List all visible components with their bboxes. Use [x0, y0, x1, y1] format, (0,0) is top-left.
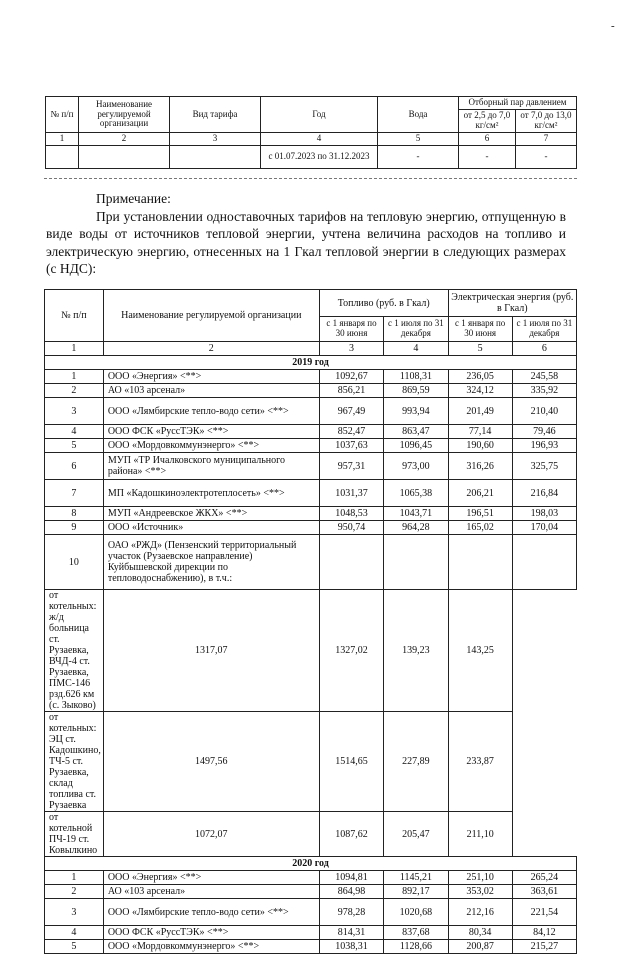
- org-name: ООО «Источник»: [103, 521, 319, 535]
- col-header-period: с 1 июля по 31 декабря: [384, 317, 448, 342]
- year-row: [45, 356, 577, 370]
- index-cell: 2: [79, 133, 170, 146]
- org-name: от котельной ПЧ-19 ст. Ковылкино: [45, 812, 104, 857]
- value-cell: 869,59: [384, 384, 448, 398]
- table-row: [45, 398, 577, 425]
- row-number: 3: [45, 398, 104, 425]
- value-cell: 335,92: [512, 384, 576, 398]
- col-header-tariff: Вид тарифа: [170, 97, 261, 133]
- value-cell: 1072,07: [103, 812, 319, 857]
- col-header-num: № п/п: [46, 97, 79, 133]
- col-header-period: с 1 июля по 31 декабря: [512, 317, 576, 342]
- org-name: ООО «Мордовкоммунэнерго» <**>: [103, 940, 319, 954]
- row-number: 10: [45, 535, 104, 590]
- org-name: от котельных: ж/д больница ст. Рузаевка, ВЧД-4 ст. Рузаевка, ПМС-146 рзд.626 км (с. Зыково): [45, 590, 104, 712]
- value-cell: 190,60: [448, 439, 512, 453]
- row-number: 1: [45, 370, 104, 384]
- value-cell: 198,03: [512, 507, 576, 521]
- org-name: ООО «Энергия» <**>: [103, 871, 319, 885]
- index-cell: 6: [512, 342, 576, 356]
- row-number: 2: [45, 885, 104, 899]
- row-number: 8: [45, 507, 104, 521]
- value-cell: 233,87: [448, 712, 512, 812]
- table-row: [45, 899, 577, 926]
- col-header-period: с 1 января по 30 июня: [319, 317, 383, 342]
- table-row: [45, 384, 577, 398]
- page-mark: -: [611, 20, 615, 32]
- org-name: от котельных: ЭЦ ст. Кадошкино, ТЧ-5 ст. Рузаевка, склад топлива ст. Рузаевка: [45, 712, 104, 812]
- row-number: 2: [45, 384, 104, 398]
- value-cell: 1038,31: [319, 940, 383, 954]
- value-cell: 205,47: [384, 812, 448, 857]
- table1-data-row: [46, 146, 577, 169]
- col-header-year: Год: [261, 97, 378, 133]
- row-number: 4: [45, 425, 104, 439]
- value-cell: 1043,71: [384, 507, 448, 521]
- org-name: ООО «Энергия» <**>: [103, 370, 319, 384]
- table1-index-row: [46, 133, 577, 146]
- value-cell: 201,49: [448, 398, 512, 425]
- row-number: 1: [45, 871, 104, 885]
- value-cell: 80,34: [448, 926, 512, 940]
- year-row: [45, 857, 577, 871]
- value-cell: 196,93: [512, 439, 576, 453]
- table2-index-row: [45, 342, 577, 356]
- row-number: 6: [45, 453, 104, 480]
- value-cell: 1020,68: [384, 899, 448, 926]
- value-cell: 139,23: [384, 590, 448, 712]
- cost-table: [44, 289, 577, 954]
- index-cell: 1: [45, 342, 104, 356]
- index-cell: 5: [448, 342, 512, 356]
- value-cell: 1514,65: [319, 712, 383, 812]
- value-cell: 1128,66: [384, 940, 448, 954]
- value-cell: 1145,21: [384, 871, 448, 885]
- value-cell: 856,21: [319, 384, 383, 398]
- index-cell: 4: [261, 133, 378, 146]
- col-header-steam: Отборный пар давлением: [459, 97, 577, 110]
- table-cell: [79, 146, 170, 169]
- value-cell: 143,25: [448, 590, 512, 712]
- value-cell: 1497,56: [103, 712, 319, 812]
- value-cell: 265,24: [512, 871, 576, 885]
- value-cell: 211,10: [448, 812, 512, 857]
- year-heading: 2020 год: [45, 857, 577, 871]
- value-cell: 245,58: [512, 370, 576, 384]
- value-cell: 964,28: [384, 521, 448, 535]
- value-cell: 1087,62: [319, 812, 383, 857]
- value-cell: 316,26: [448, 453, 512, 480]
- value-cell: 324,12: [448, 384, 512, 398]
- table-row: [45, 926, 577, 940]
- value-cell: 967,49: [319, 398, 383, 425]
- note-title: Примечание:: [96, 191, 171, 206]
- col-header-elec: Электрическая энергия (руб. в Гкал): [448, 290, 576, 317]
- col-header-num: № п/п: [45, 290, 104, 342]
- col-header-water: Вода: [378, 97, 459, 133]
- value-cell: 196,51: [448, 507, 512, 521]
- table-cell: -: [378, 146, 459, 169]
- index-cell: 2: [103, 342, 319, 356]
- org-name: ОАО «РЖД» (Пензенский территориальный участок (Рузаевское направление) Куйбышевской дирекции по тепловодоснабжению), в т.ч.:: [103, 535, 319, 590]
- value-cell: 1108,31: [384, 370, 448, 384]
- value-cell: 837,68: [384, 926, 448, 940]
- index-cell: 7: [515, 133, 576, 146]
- value-cell: 84,12: [512, 926, 576, 940]
- table-cell: -: [459, 146, 516, 169]
- table-row: [45, 590, 577, 712]
- row-number: 5: [45, 439, 104, 453]
- org-name: МУП «Андреевское ЖКХ» <**>: [103, 507, 319, 521]
- org-name: АО «103 арсенал»: [103, 885, 319, 899]
- value-cell: 973,00: [384, 453, 448, 480]
- divider: [44, 178, 577, 180]
- table-row: [45, 712, 577, 812]
- value-cell: 210,40: [512, 398, 576, 425]
- col-header-steam-a: от 2,5 до 7,0 кг/см²: [459, 110, 516, 133]
- col-header-steam-b: от 7,0 до 13,0 кг/см²: [515, 110, 576, 133]
- value-cell: 864,98: [319, 885, 383, 899]
- value-cell: 79,46: [512, 425, 576, 439]
- org-name: ООО «Лямбирские тепло-водо сети» <**>: [103, 899, 319, 926]
- value-cell: 170,04: [512, 521, 576, 535]
- row-number: 7: [45, 480, 104, 507]
- table-row: [45, 812, 577, 857]
- table-row: [45, 370, 577, 384]
- value-cell: 200,87: [448, 940, 512, 954]
- value-cell: 1096,45: [384, 439, 448, 453]
- value-cell: 227,89: [384, 712, 448, 812]
- year-heading: 2019 год: [45, 356, 577, 370]
- org-name: ООО «Мордовкоммунэнерго» <**>: [103, 439, 319, 453]
- note: [46, 190, 566, 278]
- value-cell: 216,84: [512, 480, 576, 507]
- table-row: [45, 453, 577, 480]
- value-cell: 957,31: [319, 453, 383, 480]
- org-name: МУП «ТР Ичалковского муниципального района» <**>: [103, 453, 319, 480]
- org-name: АО «103 арсенал»: [103, 384, 319, 398]
- row-number: 4: [45, 926, 104, 940]
- value-cell: 852,47: [319, 425, 383, 439]
- table-row: [45, 871, 577, 885]
- index-cell: 3: [170, 133, 261, 146]
- table-row: [45, 885, 577, 899]
- table-row: [45, 480, 577, 507]
- index-cell: 4: [384, 342, 448, 356]
- note-text: При установлении одноставочных тарифов на тепловую энергию, отпущенную в виде воды от источников тепловой энергии, учтена величина расходов на топливо и электрическую энергию, отнесенных на 1 Гкал тепловой энергии в следующих размерах (с НДС):: [46, 208, 566, 276]
- value-cell: 978,28: [319, 899, 383, 926]
- index-cell: 5: [378, 133, 459, 146]
- org-name: ООО «Лямбирские тепло-водо сети» <**>: [103, 398, 319, 425]
- table-row: [45, 940, 577, 954]
- value-cell: 950,74: [319, 521, 383, 535]
- row-number: 3: [45, 899, 104, 926]
- value-cell: 165,02: [448, 521, 512, 535]
- value-cell: 1317,07: [103, 590, 319, 712]
- org-name: МП «Кадошкиноэлектротеплосеть» <**>: [103, 480, 319, 507]
- table-row: [45, 521, 577, 535]
- value-cell: 1092,67: [319, 370, 383, 384]
- col-header-org: Наименование регулируемой организации: [79, 97, 170, 133]
- org-name: ООО ФСК «РуссТЭК» <**>: [103, 926, 319, 940]
- col-header-period: с 1 января по 30 июня: [448, 317, 512, 342]
- value-cell: 353,02: [448, 885, 512, 899]
- row-number: 5: [45, 940, 104, 954]
- value-cell: 212,16: [448, 899, 512, 926]
- value-cell: 251,10: [448, 871, 512, 885]
- table-row: [45, 439, 577, 453]
- value-cell: 1037,63: [319, 439, 383, 453]
- tariff-table: [45, 96, 577, 169]
- value-cell: 814,31: [319, 926, 383, 940]
- value-cell: 221,54: [512, 899, 576, 926]
- index-cell: 6: [459, 133, 516, 146]
- row-number: 9: [45, 521, 104, 535]
- value-cell: 1327,02: [319, 590, 383, 712]
- value-cell: 236,05: [448, 370, 512, 384]
- value-cell: 863,47: [384, 425, 448, 439]
- table-row: [45, 507, 577, 521]
- table-cell: [170, 146, 261, 169]
- value-cell: 325,75: [512, 453, 576, 480]
- org-name: ООО ФСК «РуссТЭК» <**>: [103, 425, 319, 439]
- table-cell: -: [515, 146, 576, 169]
- table-row: [45, 425, 577, 439]
- value-cell: 1048,53: [319, 507, 383, 521]
- value-cell: 363,61: [512, 885, 576, 899]
- index-cell: 1: [46, 133, 79, 146]
- value-cell: 206,21: [448, 480, 512, 507]
- value-cell: 1065,38: [384, 480, 448, 507]
- value-cell: 892,17: [384, 885, 448, 899]
- value-cell: 993,94: [384, 398, 448, 425]
- col-header-fuel: Топливо (руб. в Гкал): [319, 290, 448, 317]
- value-cell: 77,14: [448, 425, 512, 439]
- period-cell: с 01.07.2023 по 31.12.2023: [261, 146, 378, 169]
- value-cell: 215,27: [512, 940, 576, 954]
- index-cell: 3: [319, 342, 383, 356]
- value-cell: 1094,81: [319, 871, 383, 885]
- value-cell: 1031,37: [319, 480, 383, 507]
- col-header-org: Наименование регулируемой организации: [103, 290, 319, 342]
- table-cell: [46, 146, 79, 169]
